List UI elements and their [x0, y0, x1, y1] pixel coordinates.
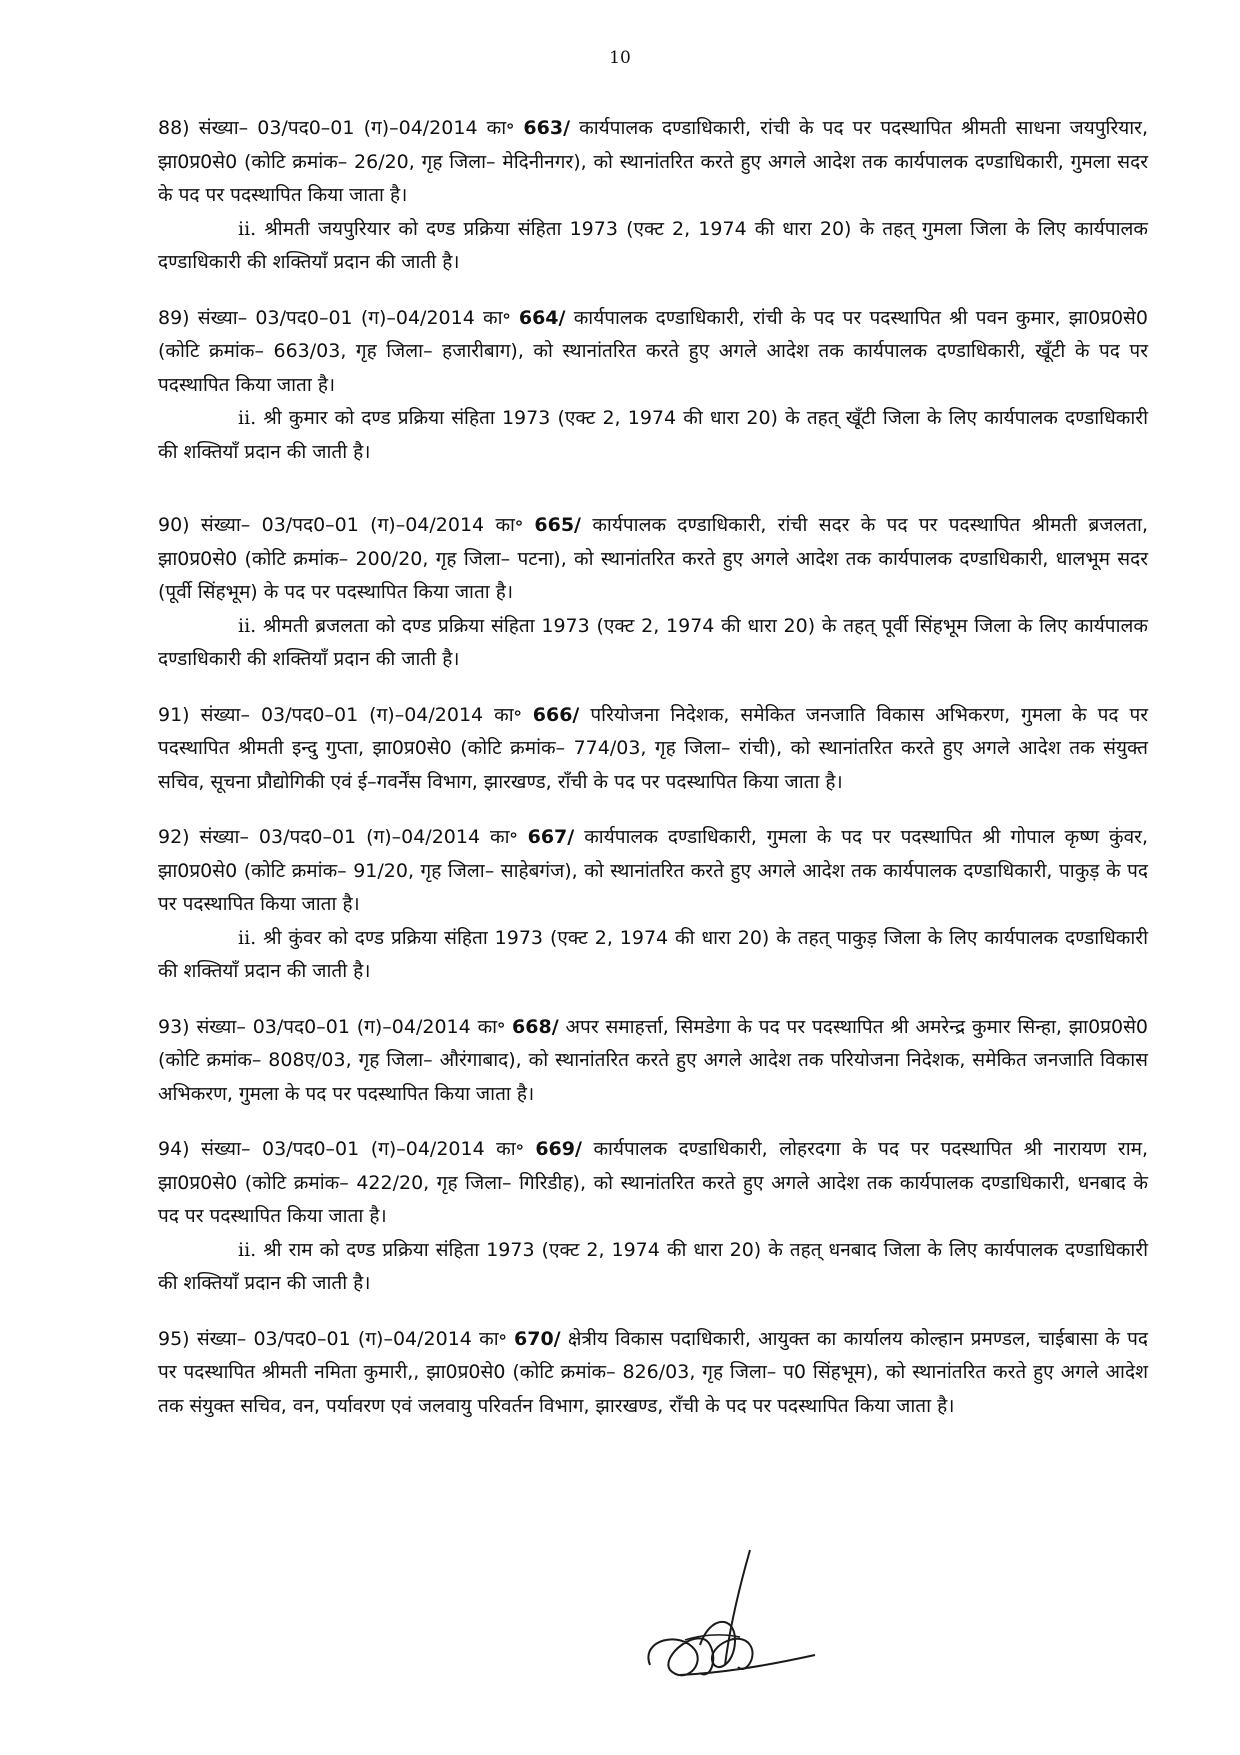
- entry-94-sub-number: ii.: [238, 1238, 257, 1261]
- entry-91-prefix: 91) संख्या– 03/पद0–01 (ग)–04/2014 का॰: [158, 703, 522, 726]
- entry-88-sub-number: ii.: [238, 217, 257, 240]
- entry-94: [158, 1133, 1148, 1234]
- entry-88: [158, 112, 1148, 213]
- entry-90-text: कार्यपालक दण्डाधिकारी, रांची सदर के पद पर पदस्थापित श्रीमती ब्रजलता, झा0प्र0से0 (कोटि क्रमांक– 200/20, गृह जिला– पटना), को स्थानांतरित करते हुए अगले आदेश तक कार्यपालक दण्डाधिकारी, धालभूम सदर (पूर्वी सिंहभूम) के पद पर पदस्थापित किया जाता है।: [158, 514, 1148, 603]
- entry-95-prefix: 95) संख्या– 03/पद0–01 (ग)–04/2014 का॰: [158, 1327, 507, 1350]
- entry-89-text: कार्यपालक दण्डाधिकारी, रांची के पद पर पदस्थापित श्री पवन कुमार, झा0प्र0से0 (कोटि क्रमांक– 663/03, गृह जिला– हजारीबाग), को स्थानांतरित करते हुए अगले आदेश तक कार्यपालक दण्डाधिकारी, खूँटी के पद पर पदस्थापित किया जाता है।: [158, 306, 1148, 396]
- entry-93-order-number: 668/: [512, 1015, 559, 1038]
- entry-89-sub-number: ii.: [238, 407, 257, 429]
- entry-90-sub-text: श्रीमती ब्रजलता को दण्ड प्रक्रिया संहिता 1973 (एक्ट 2, 1974 की धारा 20) के तहत् पूर्वी सिंहभूम जिला के लिए कार्यपालक दण्डाधिकारी की शक्तियाँ प्रदान की जाती है।: [158, 614, 1148, 670]
- document-body: [158, 112, 1148, 1445]
- entry-92-prefix: 92) संख्या– 03/पद0–01 (ग)–04/2014 का॰: [158, 826, 518, 848]
- entry-94-sub-text: श्री राम को दण्ड प्रक्रिया संहिता 1973 (एक्ट 2, 1974 की धारा 20) के तहत् धनबाद जिला के लिए कार्यपालक दण्डाधिकारी की शक्तियाँ प्रदान की जाती है।: [158, 1238, 1148, 1294]
- entry-89: [158, 302, 1148, 403]
- entry-88-sub-text: श्रीमती जयपुरियार को दण्ड प्रक्रिया संहिता 1973 (एक्ट 2, 1974 की धारा 20) के तहत् गुमला जिला के लिए कार्यपालक दण्डाधिकारी की शक्तियाँ प्रदान की जाती है।: [158, 217, 1148, 273]
- entry-88-prefix: 88) संख्या– 03/पद0–01 (ग)–04/2014 का॰: [158, 117, 515, 139]
- entry-95-order-number: 670/: [514, 1327, 561, 1350]
- entry-89-prefix: 89) संख्या– 03/पद0–01 (ग)–04/2014 का॰: [158, 306, 511, 329]
- page-number: 10: [609, 48, 631, 68]
- entry-93-prefix: 93) संख्या– 03/पद0–01 (ग)–04/2014 का॰: [158, 1015, 506, 1038]
- entry-94-prefix: 94) संख्या– 03/पद0–01 (ग)–04/2014 का॰: [158, 1138, 524, 1160]
- entry-89-sub: [158, 402, 1148, 469]
- entry-92-sub: [158, 922, 1148, 989]
- entry-91-text: परियोजना निदेशक, समेकित जनजाति विकास अभिकरण, गुमला के पद पर पदस्थापित श्रीमती इन्दु गुप्ता, झा0प्र0से0 (कोटि क्रमांक– 774/03, गृह जिला– रांची), को स्थानांतरित करते हुए अगले आदेश तक संयुक्त सचिव, सूचना प्रौद्योगिकी एवं ई–गवर्नेंस विभाग, झारखण्ड, राँची के पद पर पदस्थापित किया जाता है।: [158, 703, 1149, 793]
- entry-90: [158, 509, 1148, 610]
- entry-90-sub-number: ii.: [238, 614, 257, 637]
- entry-91: [158, 699, 1148, 800]
- entry-95: [158, 1323, 1148, 1424]
- entry-89-order-number: 664/: [518, 306, 566, 329]
- entry-88-order-number: 663/: [523, 117, 571, 139]
- entry-94-order-number: 669/: [535, 1138, 582, 1160]
- entry-92-sub-number: ii.: [238, 926, 257, 949]
- entry-92-order-number: 667/: [527, 826, 575, 848]
- entry-92-text: कार्यपालक दण्डाधिकारी, गुमला के पद पर पदस्थापित श्री गोपाल कृष्ण कुंवर, झा0प्र0से0 (कोटि क्रमांक– 91/20, गृह जिला– साहेबगंज), को स्थानांतरित करते हुए अगले आदेश तक कार्यपालक दण्डाधिकारी, पाकुड़ के पद पर पदस्थापित किया जाता है।: [158, 826, 1148, 915]
- entry-91-order-number: 666/: [532, 703, 580, 726]
- entry-94-text: कार्यपालक दण्डाधिकारी, लोहरदगा के पद पर पदस्थापित श्री नारायण राम, झा0प्र0से0 (कोटि क्रमांक– 422/20, गृह जिला– गिरिडीह), को स्थानांतरित करते हुए अगले आदेश तक कार्यपालक दण्डाधिकारी, धनबाद के पद पर पदस्थापित किया जाता है।: [158, 1138, 1149, 1227]
- entry-89-sub-text: श्री कुमार को दण्ड प्रक्रिया संहिता 1973 (एक्ट 2, 1974 की धारा 20) के तहत् खूँटी जिला के लिए कार्यपालक दण्डाधिकारी की शक्तियाँ प्रदान की जाती है।: [158, 407, 1148, 463]
- entry-95-text: क्षेत्रीय विकास पदाधिकारी, आयुक्त का कार्यालय कोल्हान प्रमण्डल, चाईबासा के पद पर पदस्थापित श्रीमती नमिता कुमारी,, झा0प्र0से0 (कोटि क्रमांक– 826/03, गृह जिला– प0 सिंहभूम), को स्थानांतरित करते हुए अगले आदेश तक संयुक्त सचिव, वन, पर्यावरण एवं जलवायु परिवर्तन विभाग, झारखण्ड, राँची के पद पर पदस्थापित किया जाता है।: [158, 1327, 1149, 1417]
- entry-94-sub: [158, 1234, 1148, 1301]
- entry-88-text: कार्यपालक दण्डाधिकारी, रांची के पद पर पदस्थापित श्रीमती साधना जयपुरियार, झा0प्र0से0 (कोटि क्रमांक– 26/20, गृह जिला– मेदिनीनगर), को स्थानांतरित करते हुए अगले आदेश तक कार्यपालक दण्डाधिकारी, गुमला सदर के पद पर पदस्थापित किया जाता है।: [158, 117, 1148, 206]
- entry-90-prefix: 90) संख्या– 03/पद0–01 (ग)–04/2014 का॰: [158, 514, 524, 536]
- entry-90-order-number: 665/: [534, 514, 581, 536]
- entry-92-sub-text: श्री कुंवर को दण्ड प्रक्रिया संहिता 1973 (एक्ट 2, 1974 की धारा 20) के तहत् पाकुड़ जिला के लिए कार्यपालक दण्डाधिकारी की शक्तियाँ प्रदान की जाती है।: [158, 926, 1149, 982]
- entry-93-text: अपर समाहर्त्ता, सिमडेगा के पद पर पदस्थापित श्री अमरेन्द्र कुमार सिन्हा, झा0प्र0से0 (कोटि क्रमांक– 808ए/03, गृह जिला– औरंगाबाद), को स्थानांतरित करते हुए अगले आदेश तक परियोजना निदेशक, समेकित जनजाति विकास अभिकरण, गुमला के पद पर पदस्थापित किया जाता है।: [158, 1015, 1149, 1105]
- entry-93: [158, 1011, 1148, 1112]
- entry-88-sub: [158, 213, 1148, 280]
- handwritten-signature: [640, 1545, 820, 1695]
- entry-92: [158, 821, 1148, 922]
- entry-90-sub: [158, 610, 1148, 677]
